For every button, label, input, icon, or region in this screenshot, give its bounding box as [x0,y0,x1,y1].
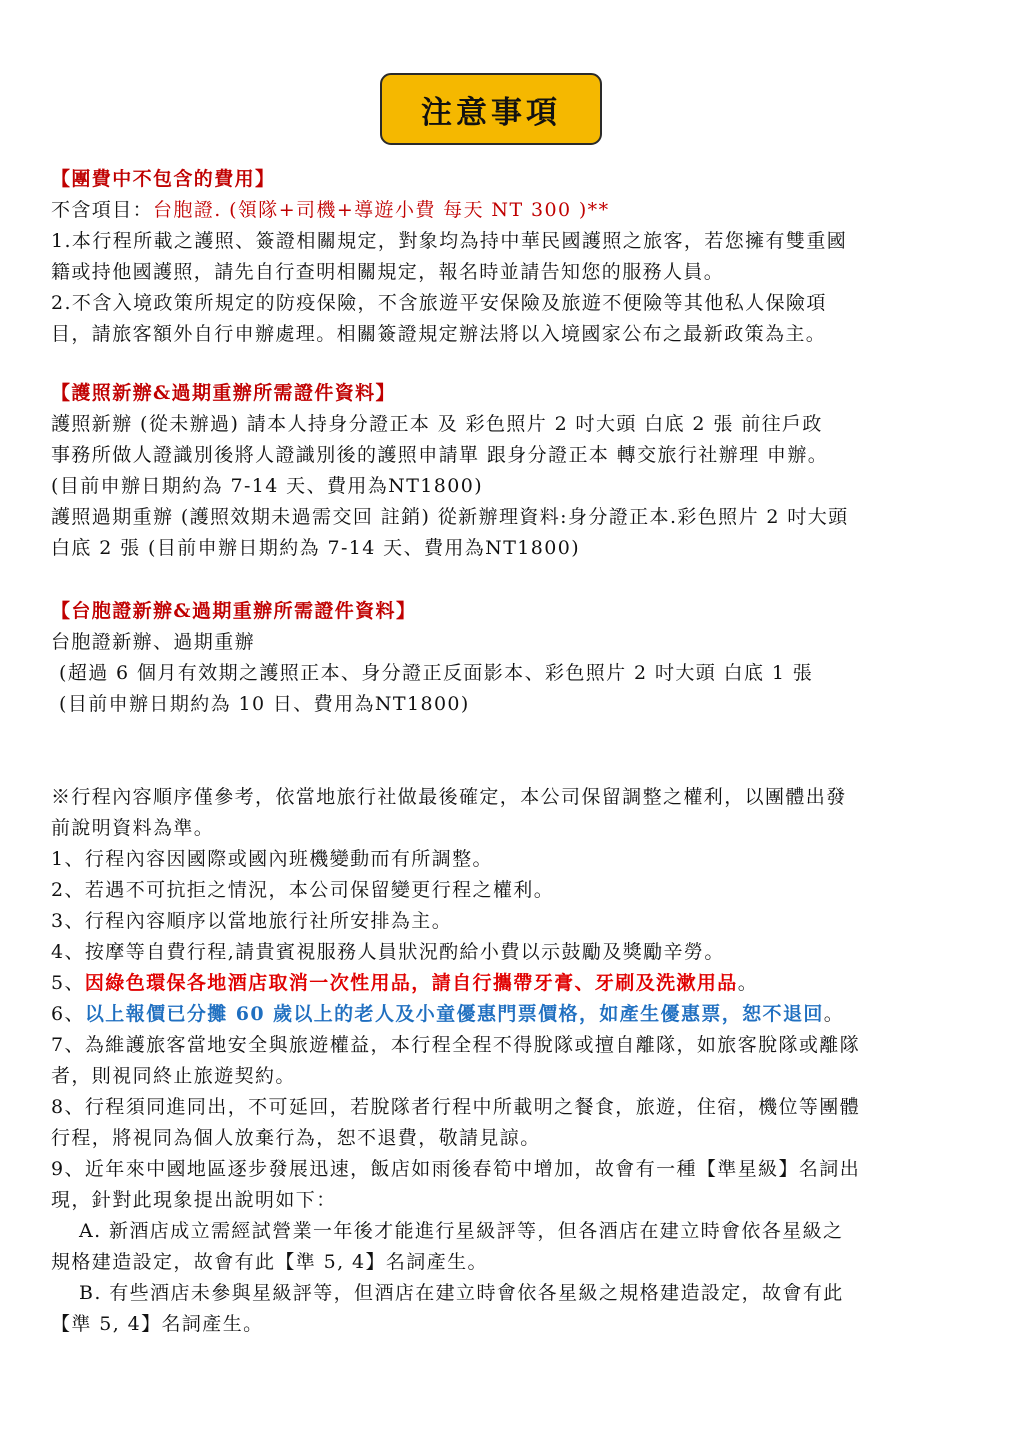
note-number: 5、 [51,972,85,994]
note-subitem: A. 新酒店成立需經試營業一年後才能進行星級評等，但各酒店在建立時會依各星級之 [79,1220,844,1242]
paragraph-line: 目，請旅客額外自行申辦處理。相關簽證規定辦法將以入境國家公布之最新政策為主。 [51,323,827,345]
note-item: 3、行程內容順序以當地旅行社所安排為主。 [51,910,453,932]
note-number: 6、 [51,1003,85,1025]
passport-section [51,378,976,564]
note-subitem: B. 有些酒店未參與星級評等，但酒店在建立時會依各星級之規格建造設定，故會有此 [79,1282,844,1304]
note-subitem: 規格建造設定，故會有此【準 5, 4】名詞產生。 [51,1251,488,1273]
note-item: 1、行程內容因國際或國內班機變動而有所調整。 [51,848,493,870]
note-suffix: 。 [737,972,759,994]
notes-section [51,782,976,1340]
note-item: 現，針對此現象提出說明如下： [51,1189,337,1211]
paragraph-line: (目前申辦日期約為 10 日、費用為NT1800) [59,693,470,715]
paragraph-line: 1.本行程所載之護照、簽證相關規定，對象均為持中華民國護照之旅客，若您擁有雙重國 [51,230,848,252]
paragraph-line: 籍或持他國護照，請先自行查明相關規定，報名時並請告知您的服務人員。 [51,261,725,283]
excluded-items-value: 台胞證. (領隊+司機+導遊小費 每天 NT 300 )** [153,199,610,221]
section-heading: 【台胞證新辦&過期重辦所需證件資料】 [51,600,417,622]
note-item: 4、按摩等自費行程,請貴賓視服務人員狀況酌給小費以示鼓勵及獎勵辛勞。 [51,941,725,963]
page-title: 注意事項 [380,73,602,145]
section-heading: 【團費中不包含的費用】 [51,168,276,190]
note-item: 者，則視同終止旅遊契約。 [51,1065,296,1087]
mtp-section [51,596,976,720]
note-item: 2、若遇不可抗拒之情況，本公司保留變更行程之權利。 [51,879,555,901]
paragraph-line: 2.不含入境政策所規定的防疫保險，不含旅遊平安保險及旅遊不便險等其他私人保險項 [51,292,827,314]
note-highlight-red: 因綠色環保各地酒店取消一次性用品，請自行攜帶牙膏、牙刷及洗漱用品 [84,972,738,994]
excluded-items-label: 不含項目： [51,199,154,221]
paragraph-line: 白底 2 張 (目前申辦日期約為 7-14 天、費用為NT1800) [51,537,581,559]
paragraph-line: 事務所做人證識別後將人證識別後的護照申請單 跟身分證正本 轉交旅行社辦理 申辦。 [51,444,829,466]
note-item-blue [51,999,976,1030]
notes-intro: 前說明資料為準。 [51,817,215,839]
note-item: 行程，將視同為個人放棄行為，恕不退費，敬請見諒。 [51,1127,541,1149]
note-item: 8、行程須同進同出，不可延回，若脫隊者行程中所載明之餐食，旅遊，住宿，機位等團體 [51,1096,861,1118]
note-subitem: 【準 5, 4】名詞產生。 [51,1313,264,1335]
note-highlight-blue: 以上報價已分攤 60 歲以上的老人及小童優惠門票價格，如產生優惠票，恕不退回 [84,1003,824,1025]
paragraph-line: (目前申辦日期約為 7-14 天、費用為NT1800) [51,475,484,497]
paragraph-line: 護照過期重辦 (護照效期未過需交回 註銷) 從新辦理資料:身分證正本.彩色照片 2 吋大頭 [51,506,849,528]
excluded-fees-section [51,164,976,350]
excluded-items-line [51,195,976,226]
note-suffix: 。 [823,1003,845,1025]
paragraph-line: (超過 6 個月有效期之護照正本、身分證正反面影本、彩色照片 2 吋大頭 白底 1 張 [59,662,814,684]
paragraph-line: 台胞證新辦、過期重辦 [51,631,256,653]
paragraph-line: 護照新辦 (從未辦過) 請本人持身分證正本 及 彩色照片 2 吋大頭 白底 2 張 前往戶政 [51,413,823,435]
note-item-red [51,968,976,999]
notes-intro: ※行程內容順序僅參考，依當地旅行社做最後確定，本公司保留調整之權利，以團體出發 [51,786,847,808]
note-item: 7、為維護旅客當地安全與旅遊權益，本行程全程不得脫隊或擅自離隊，如旅客脫隊或離隊 [51,1034,861,1056]
note-item: 9、近年來中國地區逐步發展迅速，飯店如雨後春筍中增加，故會有一種【準星級】名詞出 [51,1158,861,1180]
section-heading: 【護照新辦&過期重辦所需證件資料】 [51,382,396,404]
